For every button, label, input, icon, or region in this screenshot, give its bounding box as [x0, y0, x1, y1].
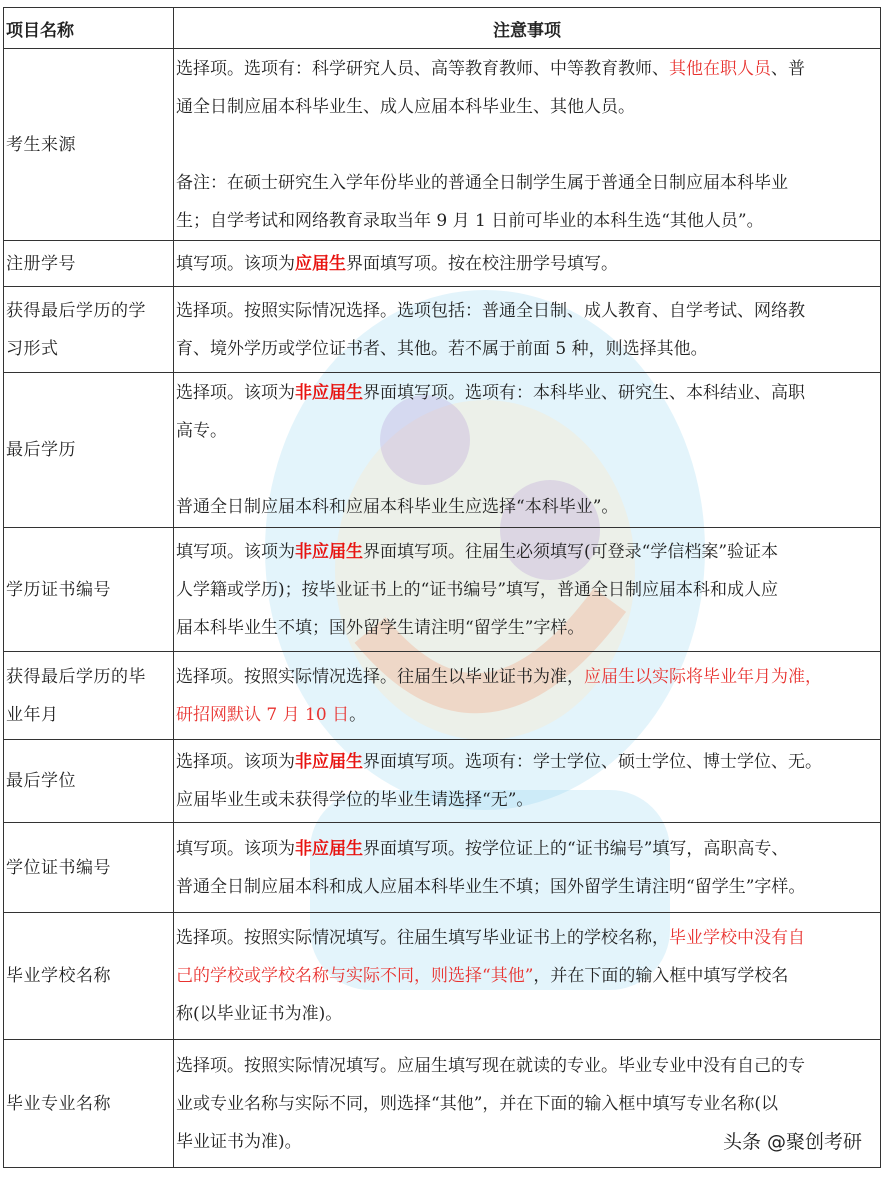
note-text: 选择项。按照实际情况选择。选项包括：普通全日制、成人教育、自学考试、网络教: [176, 300, 805, 321]
notes-cell: [174, 287, 881, 373]
table-row: [4, 287, 881, 373]
notes-line: [176, 1047, 878, 1085]
note-text: 界面填写项。选项有：学士学位、硕士学位、博士学位、无。: [363, 752, 822, 772]
notes-line: [176, 488, 878, 526]
item-name-cell: [4, 740, 174, 823]
notes-cell: [174, 740, 881, 823]
notes-line: [176, 245, 878, 283]
notes-line: [176, 202, 878, 240]
note-text: 界面填写项。往届生必须填写(可登录“学信档案”验证本: [363, 541, 779, 562]
notes-line: [176, 292, 878, 330]
note-text: 业或专业名称与实际不同，则选择“其他”，并在下面的输入框中填写专业名称(以: [176, 1093, 779, 1114]
item-name: 学历证书编号: [6, 579, 111, 600]
notes-cell: [174, 241, 881, 287]
item-name-cell: [4, 823, 174, 913]
highlighted-text: 非应届生: [295, 752, 363, 772]
note-text: 选择项。选项有：科学研究人员、高等教育教师、中等教育教师、: [176, 58, 669, 79]
item-name: 获得最后学历的毕: [6, 666, 146, 687]
item-name-cell: [4, 652, 174, 740]
note-text: 选择项。该项为: [176, 752, 295, 772]
header-notes: 注意事项: [174, 8, 881, 49]
notes-cell: [174, 823, 881, 913]
item-name: 获得最后学历的学: [6, 300, 146, 321]
highlighted-text: 毕业学校中没有自: [669, 928, 805, 948]
form-notes-table: [3, 7, 881, 1168]
highlighted-text: 非应届生: [295, 541, 363, 562]
source-credit: 头条 @聚创考研: [722, 1131, 862, 1153]
notes-line: [176, 995, 878, 1033]
table-row: [4, 740, 881, 823]
notes-line: [176, 830, 878, 868]
notes-cell: [174, 528, 881, 652]
highlighted-text: 非应届生: [295, 383, 363, 403]
notes-line: [176, 412, 878, 450]
notes-cell: [174, 913, 881, 1040]
note-text: 通全日制应届本科毕业生、成人应届本科毕业生、其他人员。: [176, 96, 635, 117]
item-name: 考生来源: [6, 134, 76, 155]
note-text: 人学籍或学历)；按毕业证书上的“证书编号”填写，普通全日制应届本科和成人应: [176, 579, 779, 600]
notes-line: [176, 1085, 878, 1123]
note-text: 界面填写项。按学位证上的“证书编号”填写，高职高专、: [363, 838, 789, 859]
item-name-cell: [4, 241, 174, 287]
note-text: 界面填写项。选项有：本科毕业、研究生、本科结业、高职: [363, 383, 805, 403]
notes-line: [176, 533, 878, 571]
notes-line: [176, 164, 878, 202]
note-text: 高专。: [176, 421, 227, 441]
notes-cell: [174, 49, 881, 241]
note-text: 普通全日制应届本科和成人应届本科毕业生不填；国外留学生请注明“留学生”字样。: [176, 876, 806, 897]
note-text: 、普: [771, 58, 805, 79]
notes-line: [176, 330, 878, 368]
note-text: 称(以毕业证书为准)。: [176, 1004, 343, 1024]
note-text: 填写项。该项为: [176, 541, 295, 562]
note-text: 选择项。按照实际情况选择。往届生以毕业证书为准，: [176, 666, 584, 687]
note-text: 界面填写项。按在校注册学号填写。: [346, 253, 618, 274]
item-name-cell: [4, 373, 174, 528]
item-name-cell: [4, 528, 174, 652]
note-text: 。: [349, 704, 367, 725]
notes-line: [176, 658, 878, 696]
notes-line: [176, 868, 878, 906]
notes-line: [176, 696, 878, 734]
notes-line: [176, 743, 878, 781]
table-header: [4, 8, 881, 49]
highlighted-text: 应届生: [295, 253, 346, 274]
notes-line: [176, 781, 878, 819]
item-name: 注册学号: [6, 253, 76, 274]
notes-line: [176, 957, 878, 995]
notes-line: [176, 609, 878, 647]
note-text: 选择项。按照实际情况填写。应届生填写现在就读的专业。毕业专业中没有自己的专: [176, 1055, 805, 1076]
blank-line: [176, 126, 878, 164]
item-name-cell: [4, 287, 174, 373]
notes-line: [176, 571, 878, 609]
item-name: 毕业专业名称: [6, 1093, 111, 1114]
item-name-cell: [4, 49, 174, 241]
highlighted-text: 非应届生: [295, 838, 363, 859]
note-text: 备注：在硕士研究生入学年份毕业的普通全日制学生属于普通全日制应届本科毕业: [176, 172, 788, 193]
notes-cell: [174, 373, 881, 528]
item-name: 学位证书编号: [6, 857, 111, 878]
note-text: 应届毕业生或未获得学位的毕业生请选择“无”。: [176, 790, 534, 810]
note-text: 届本科毕业生不填；国外留学生请注明“留学生”字样。: [176, 617, 585, 638]
note-text: 普通全日制应届本科和应届本科毕业生应选择“本科毕业”。: [176, 497, 619, 517]
notes-line: [176, 50, 878, 88]
notes-line: [176, 88, 878, 126]
note-text: 填写项。该项为: [176, 253, 295, 274]
note-text: 生；自学考试和网络教育录取当年 9 月 1 日前可毕业的本科生选“其他人员”。: [176, 210, 764, 231]
note-text: 毕业证书为准)。: [176, 1131, 302, 1152]
table-row: [4, 49, 881, 241]
note-text: ，并在下面的输入框中填写学校名: [533, 966, 789, 986]
blank-line: [176, 450, 878, 488]
note-text: 填写项。该项为: [176, 838, 295, 859]
table-row: [4, 823, 881, 913]
item-name-cell: [4, 1040, 174, 1168]
item-name-cell: [4, 913, 174, 1040]
item-name: 业年月: [6, 704, 59, 725]
table-row: [4, 652, 881, 740]
table-row: [4, 241, 881, 287]
header-item-name: 项目名称: [4, 8, 174, 49]
highlighted-text: 研招网默认 7 月 10 日: [176, 704, 350, 725]
highlighted-text: 应届生以实际将毕业年月为准，: [584, 666, 822, 687]
note-text: 选择项。该项为: [176, 383, 295, 403]
notes-cell: [174, 652, 881, 740]
notes-line: [176, 374, 878, 412]
table-row: [4, 528, 881, 652]
notes-line: [176, 919, 878, 957]
note-text: 育、境外学历或学位证书者、其他。若不属于前面 5 种，则选择其他。: [176, 338, 708, 359]
highlighted-text: 其他在职人员: [669, 58, 771, 79]
note-text: 选择项。按照实际情况填写。往届生填写毕业证书上的学校名称，: [176, 928, 669, 948]
table-row: [4, 373, 881, 528]
item-name: 最后学位: [6, 771, 76, 791]
item-name: 最后学历: [6, 440, 76, 460]
item-name: 毕业学校名称: [6, 966, 111, 986]
table-row: [4, 913, 881, 1040]
item-name: 习形式: [6, 338, 59, 359]
highlighted-text: 己的学校或学校名称与实际不同，则选择“其他”: [176, 966, 534, 986]
